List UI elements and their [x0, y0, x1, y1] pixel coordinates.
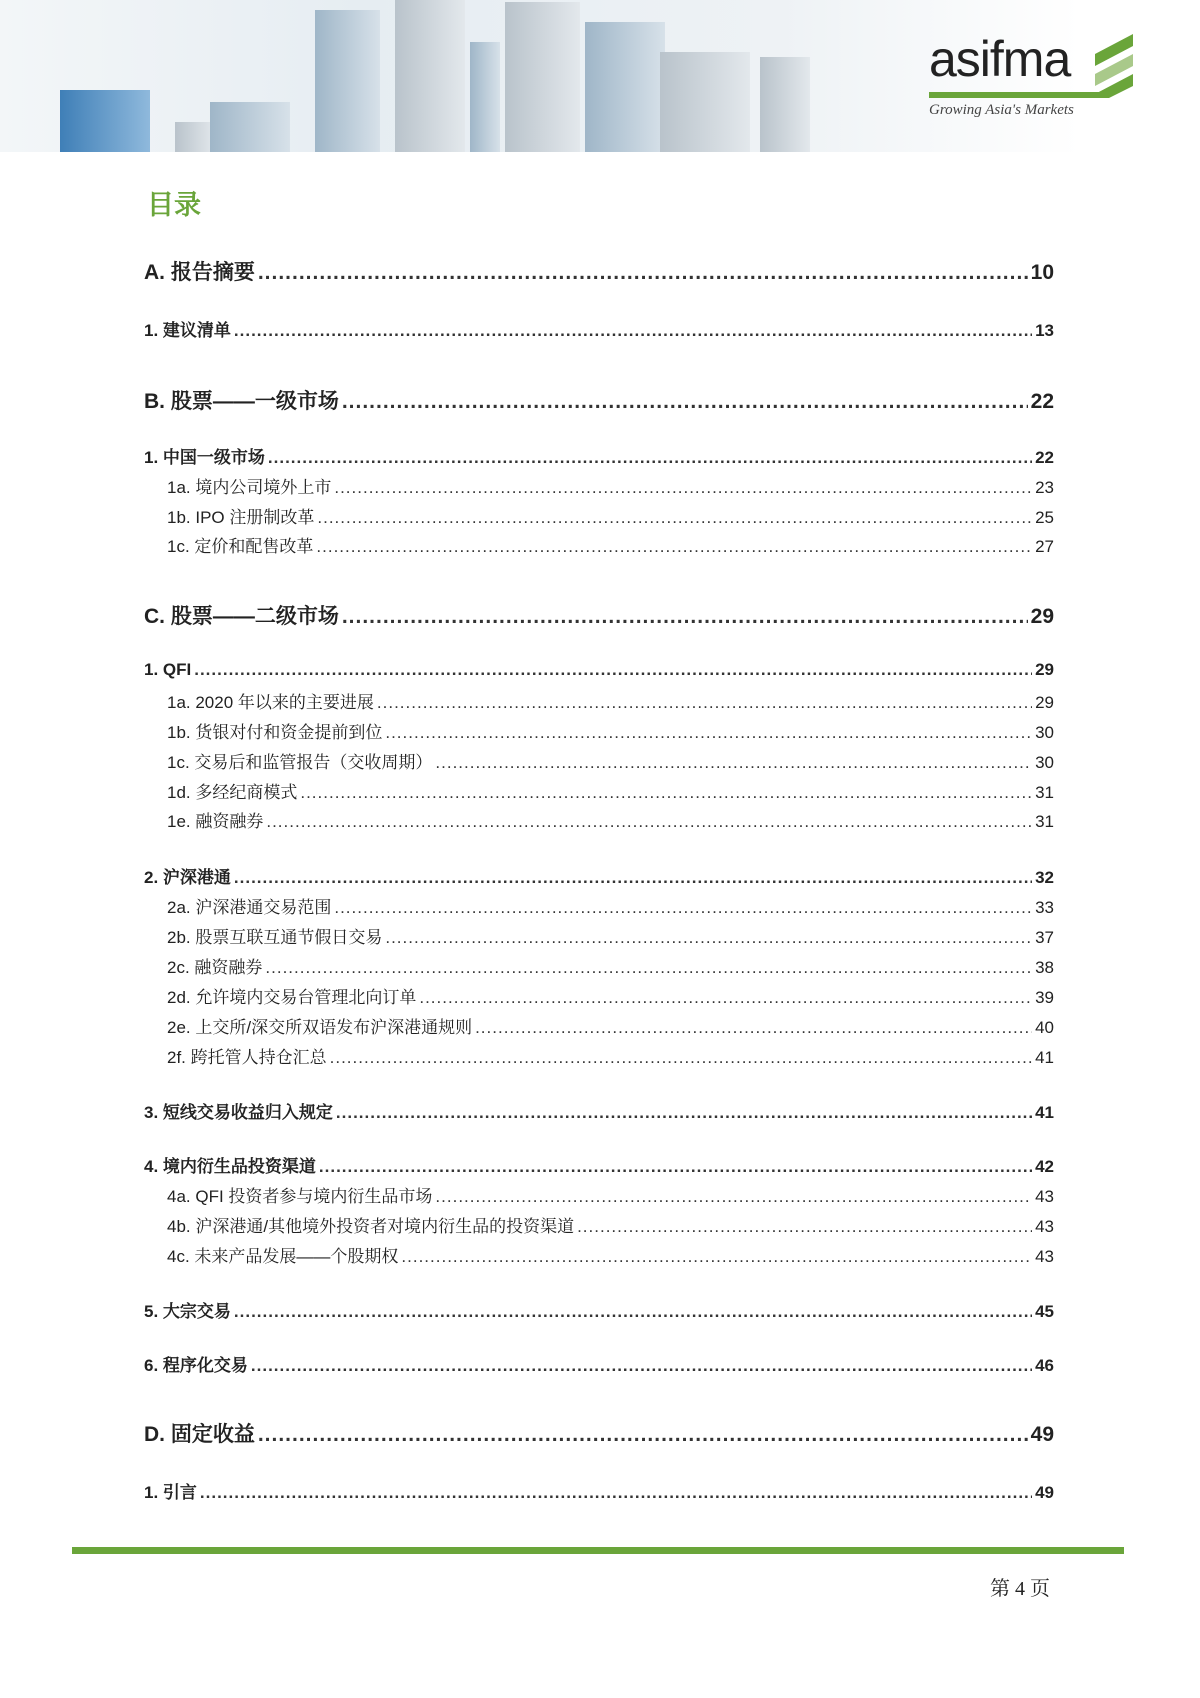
- toc-entry-label: 1a. 境内公司境外上市: [167, 478, 332, 497]
- logo-bar: [929, 92, 1109, 98]
- toc-leader-dots: [317, 508, 1032, 528]
- toc-entry[interactable]: [167, 893, 1054, 918]
- toc-entry[interactable]: [167, 532, 1054, 557]
- toc-entry-page: 10: [1030, 261, 1054, 284]
- toc-entry-label: 4a. QFI 投资者参与境内衍生品市场: [167, 1187, 433, 1206]
- toc-entry-label: 4. 境内衍生品投资渠道: [144, 1157, 316, 1176]
- toc-entry-label: 2c. 融资融券: [167, 958, 263, 977]
- toc-entry[interactable]: [167, 923, 1054, 948]
- toc-entry-page: 27: [1035, 537, 1054, 556]
- toc-entry-label: D. 固定收益: [144, 1423, 255, 1446]
- toc-entry-page: 43: [1035, 1187, 1054, 1206]
- toc-entry[interactable]: [144, 1098, 1054, 1123]
- toc-entry-page: 25: [1035, 508, 1054, 527]
- toc-entry[interactable]: [167, 1182, 1054, 1207]
- toc-entry-label: 6. 程序化交易: [144, 1356, 248, 1375]
- toc-entry-label: C. 股票——二级市场: [144, 605, 339, 628]
- toc-entry[interactable]: [167, 473, 1054, 498]
- toc-entry[interactable]: [167, 1242, 1054, 1267]
- toc-entry[interactable]: [144, 1152, 1054, 1177]
- toc-entry[interactable]: [144, 316, 1054, 341]
- toc-entry[interactable]: [167, 1043, 1054, 1068]
- toc-leader-dots: [258, 261, 1028, 285]
- toc-entry-label: 2a. 沪深港通交易范围: [167, 898, 332, 917]
- toc-entry[interactable]: [144, 600, 1054, 630]
- toc-leader-dots: [377, 693, 1032, 713]
- toc-entry[interactable]: [167, 718, 1054, 743]
- toc-entry-page: 46: [1035, 1356, 1054, 1375]
- toc-leader-dots: [334, 898, 1032, 918]
- toc-entry[interactable]: [144, 385, 1054, 415]
- toc-entry-page: 43: [1035, 1247, 1054, 1266]
- toc-entry-label: 3. 短线交易收益归入规定: [144, 1103, 333, 1122]
- toc-entry-page: 39: [1035, 988, 1054, 1007]
- toc-entry-page: 41: [1035, 1103, 1054, 1122]
- toc-entry-page: 31: [1035, 812, 1054, 831]
- toc-entry-page: 23: [1035, 478, 1054, 497]
- toc-entry-label: 2. 沪深港通: [144, 868, 231, 887]
- toc-entry-page: 38: [1035, 958, 1054, 977]
- toc-leader-dots: [330, 1048, 1032, 1068]
- toc-entry-page: 33: [1035, 898, 1054, 917]
- toc-entry-label: 2d. 允许境内交易台管理北向订单: [167, 988, 417, 1007]
- toc-leader-dots: [334, 478, 1032, 498]
- toc-entry-label: 1a. 2020 年以来的主要进展: [167, 693, 374, 712]
- toc-entry[interactable]: [167, 688, 1054, 713]
- toc-entry-page: 13: [1035, 321, 1054, 340]
- toc-entry[interactable]: [144, 1351, 1054, 1376]
- footer-divider: [72, 1547, 1124, 1554]
- toc-leader-dots: [234, 1302, 1032, 1322]
- toc-leader-dots: [266, 812, 1032, 832]
- toc-leader-dots: [300, 783, 1032, 803]
- toc-leader-dots: [316, 537, 1032, 557]
- toc-leader-dots: [194, 660, 1032, 680]
- toc-entry-label: 1b. IPO 注册制改革: [167, 508, 315, 527]
- toc-entry-page: 29: [1035, 693, 1054, 712]
- logo-tagline: Growing Asia's Markets: [929, 102, 1074, 118]
- toc-leader-dots: [268, 448, 1032, 468]
- toc-entry-label: 2b. 股票互联互通节假日交易: [167, 928, 383, 947]
- toc-leader-dots: [234, 868, 1032, 888]
- toc-entry-page: 37: [1035, 928, 1054, 947]
- toc-entry-label: 1. 中国一级市场: [144, 448, 265, 467]
- toc-leader-dots: [251, 1356, 1032, 1376]
- toc-leader-dots: [336, 1103, 1032, 1123]
- toc-entry-label: 2e. 上交所/深交所双语发布沪深港通规则: [167, 1018, 473, 1037]
- logo-wordmark: asifma: [929, 31, 1071, 87]
- toc-entry[interactable]: [144, 660, 1054, 680]
- toc-entry[interactable]: [144, 1418, 1054, 1448]
- toc-entry-page: 29: [1035, 660, 1054, 679]
- toc-leader-dots: [258, 1423, 1028, 1447]
- toc-leader-dots: [319, 1157, 1032, 1177]
- toc-leader-dots: [435, 1187, 1032, 1207]
- toc-entry-page: 45: [1035, 1302, 1054, 1321]
- toc-leader-dots: [265, 958, 1032, 978]
- toc-leader-dots: [577, 1217, 1032, 1237]
- toc-entry-page: 30: [1035, 723, 1054, 742]
- toc-entry-page: 49: [1035, 1483, 1054, 1502]
- toc-entry-label: 1b. 货银对付和资金提前到位: [167, 723, 383, 742]
- toc-entry-label: B. 股票——一级市场: [144, 390, 339, 413]
- toc-leader-dots: [200, 1483, 1032, 1503]
- toc-entry-page: 22: [1030, 390, 1054, 413]
- toc-entry-page: 32: [1035, 868, 1054, 887]
- toc-entry-label: 1e. 融资融券: [167, 812, 264, 831]
- toc-leader-dots: [475, 1018, 1032, 1038]
- toc-entry[interactable]: [144, 863, 1054, 888]
- toc-leader-dots: [435, 753, 1032, 773]
- toc-leader-dots: [234, 321, 1032, 341]
- toc-entry[interactable]: [144, 256, 1054, 286]
- asifma-logo: [925, 30, 1135, 125]
- toc-entry[interactable]: [167, 778, 1054, 803]
- toc-entry[interactable]: [167, 807, 1054, 832]
- toc-entry-page: 31: [1035, 783, 1054, 802]
- toc-leader-dots: [385, 723, 1032, 743]
- toc-title: 目录: [147, 190, 201, 220]
- toc-leader-dots: [419, 988, 1032, 1008]
- toc-entry[interactable]: [167, 1212, 1054, 1237]
- toc-leader-dots: [342, 605, 1028, 629]
- toc-entry-page: 41: [1035, 1048, 1054, 1067]
- toc-entry[interactable]: [167, 953, 1054, 978]
- toc-entry-label: 1. 建议清单: [144, 321, 231, 340]
- toc-entry[interactable]: [167, 983, 1054, 1008]
- toc-entry-label: 1. QFI: [144, 660, 192, 679]
- toc-entry-label: 2f. 跨托管人持仓汇总: [167, 1048, 327, 1067]
- toc-entry-page: 49: [1030, 1423, 1054, 1446]
- logo-mark-icon: [1095, 32, 1135, 102]
- toc-entry-page: 42: [1035, 1157, 1054, 1176]
- toc-entry-label: 5. 大宗交易: [144, 1302, 231, 1321]
- toc-entry-label: A. 报告摘要: [144, 261, 255, 284]
- page-number: 第 4 页: [990, 1578, 1050, 1600]
- toc-entry-page: 40: [1035, 1018, 1054, 1037]
- toc-entry[interactable]: [144, 1297, 1054, 1322]
- toc-entry[interactable]: [144, 443, 1054, 468]
- toc-entry-label: 1c. 定价和配售改革: [167, 537, 314, 556]
- toc-entry[interactable]: [167, 503, 1054, 528]
- toc-entry-label: 1c. 交易后和监管报告（交收周期）: [167, 753, 433, 772]
- toc-entry-label: 4c. 未来产品发展——个股期权: [167, 1247, 399, 1266]
- toc-entry-label: 4b. 沪深港通/其他境外投资者对境内衍生品的投资渠道: [167, 1217, 575, 1236]
- toc-entry-page: 22: [1035, 448, 1054, 467]
- toc-entry[interactable]: [144, 1478, 1054, 1503]
- toc-entry-page: 43: [1035, 1217, 1054, 1236]
- toc-leader-dots: [385, 928, 1032, 948]
- toc-entry[interactable]: [167, 748, 1054, 773]
- toc-entry-label: 1. 引言: [144, 1483, 197, 1502]
- toc-leader-dots: [401, 1247, 1032, 1267]
- toc-leader-dots: [342, 390, 1028, 414]
- toc-entry[interactable]: [167, 1013, 1054, 1038]
- toc-entry-page: 30: [1035, 753, 1054, 772]
- toc-entry-label: 1d. 多经纪商模式: [167, 783, 298, 802]
- toc-entry-page: 29: [1030, 605, 1054, 628]
